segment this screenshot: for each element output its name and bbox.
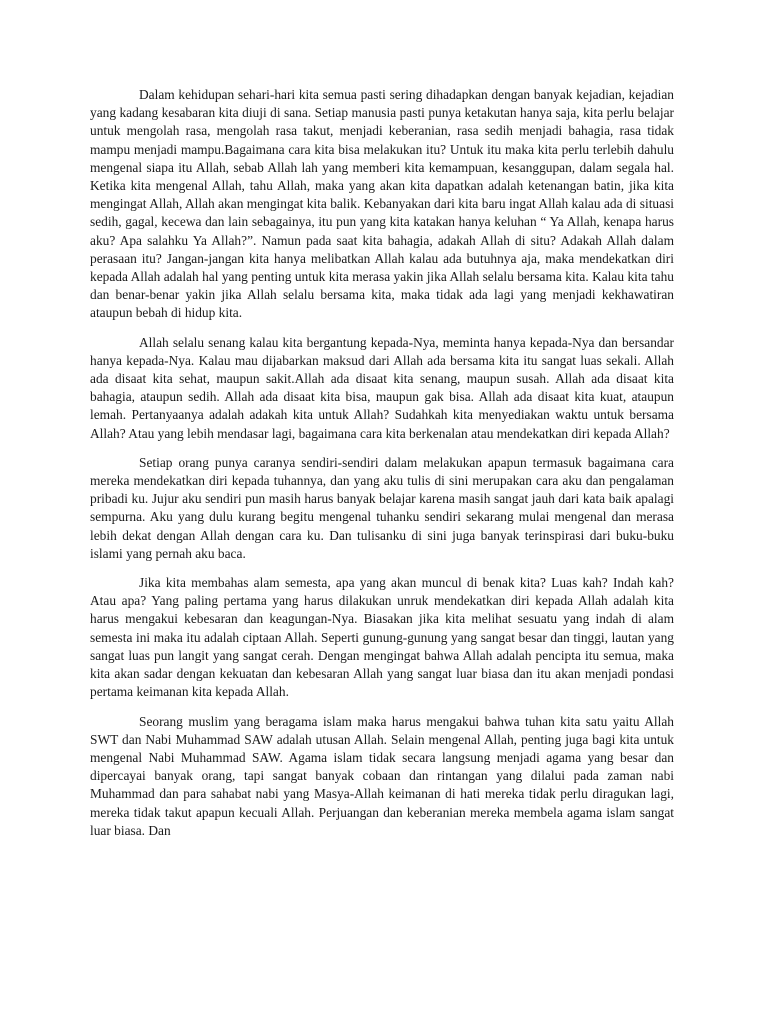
paragraph-5: Seorang muslim yang beragama islam maka harus mengakui bahwa tuhan kita satu yaitu Allah SWT dan Nabi Muhammad SAW adalah utusan Allah. Selain mengenal Allah, penting juga bagi kita untuk mengenal Nabi Muhammad SAW. Agama islam tidak secara langsung menjadi agama yang besar dan dipercayai banyak orang, tapi sangat banyak cobaan dan rintangan yang dilalui pada zaman nabi Muhammad dan para sahabat nabi yang Masya-Allah keimanan di hati mereka tidak perlu diragukan lagi, mereka tidak takut apapun kecuali Allah. Perjuangan dan keberanian mereka membela agama islam sangat luar biasa. Dan [90,713,674,838]
paragraph-4: Jika kita membahas alam semesta, apa yang akan muncul di benak kita? Luas kah? Indah kah? Atau apa? Yang paling pertama yang harus dilakukan unruk mendekatkan diri kepada Allah adalah kita harus mengakui kebesaran dan keagungan-Nya. Biasakan jika kita melihat sesuatu yang indah di alam semesta ini maka itu adalah ciptaan Allah. Seperti gunung-gunung yang sangat besar dan tinggi, lautan yang sangat luas pun langit yang sangat cerah. Dengan mengingat bahwa Allah adalah pencipta itu semua, maka kita akan sadar dengan kekuatan dan kebesaran Allah yang sangat luar biasa dan itu akan menjadi pondasi pertama keimanan kita kepada Allah. [90,575,674,700]
paragraph-1: Dalam kehidupan sehari-hari kita semua pasti sering dihadapkan dengan banyak kejadian, kejadian yang kadang kesabaran kita diuji di sana. Setiap manusia pasti punya ketakutan hanya saja, kita perlu belajar untuk mengolah rasa, mengolah rasa takut, menjadi keberanian, rasa sedih menjadi bahagia, rasa tidak mampu menjadi mampu.Bagaimana cara kita bisa melakukan itu? Untuk itu maka kita perlu terlebih dahulu mengenal siapa itu Allah, sebab Allah lah yang memberi kita kemampuan, kesanggupan, dalam segala hal. Ketika kita mengenal Allah, tahu Allah, maka yang akan kita dapatkan adalah ketenangan batin, jika kita mengingat Allah, Allah akan mengingat kita balik. Kebanyakan dari kita baru ingat Allah kalau ada di situasi sedih, gagal, kecewa dan lain sebagainya, itu pun yang kita katakan hanya keluhan “ Ya Allah, kenapa harus aku? Apa salahku Ya Allah?”. Namun pada saat kita bahagia, adakah Allah di situ? Adakah Allah dalam perasaan itu? Jangan-jangan kita hanya melibatkan Allah kalau ada butuhnya aja, maka mendekatkan diri kepada Allah adalah hal yang penting untuk kita merasa yakin jika Allah selalu bersama kita. Kalau kita tahu dan benar-benar yakin jika Allah selalu bersama kita, maka tidak ada lagi yang menjadi kekhawatiran ataupun bebah di hidup kita. [90,87,674,321]
paragraph-2: Allah selalu senang kalau kita bergantung kepada-Nya, meminta hanya kepada-Nya dan bersandar hanya kepada-Nya. Kalau mau dijabarkan maksud dari Allah ada bersama kita itu sangat luas sekali. Allah ada disaat kita sehat, maupun sakit.Allah ada disaat kita senang, maupun susah. Allah ada disaat kita bahagia, ataupun sedih. Allah ada disaat kita bisa, maupun gak bisa. Allah ada disaat kita kuat, ataupun lemah. Pertanyaanya adalah adakah kita untuk Allah? Sudahkah kita menyediakan waktu untuk bersama Allah? Atau yang lebih mendasar lagi, bagaimana cara kita berkenalan atau mendekatkan diri kepada Allah? [90,334,674,441]
paragraph-3: Setiap orang punya caranya sendiri-sendiri dalam melakukan apapun termasuk bagaimana cara mereka mendekatkan diri kepada tuhannya, dan yang aku tulis di sini merupakan cara aku dan pengalaman pribadi ku. Jujur aku sendiri pun masih harus banyak belajar karena masih sangat jauh dari kata baik apalagi sempurna. Aku yang dulu kurang begitu mengenal tuhanku sendiri sekarang mulai mengenal dan merasa lebih dekat dengan Allah dengan cara ku. Dan tulisanku di sini juga banyak terinspirasi dari buku-buku islami yang pernah aku baca. [90,454,674,561]
document-page [90,86,674,1024]
